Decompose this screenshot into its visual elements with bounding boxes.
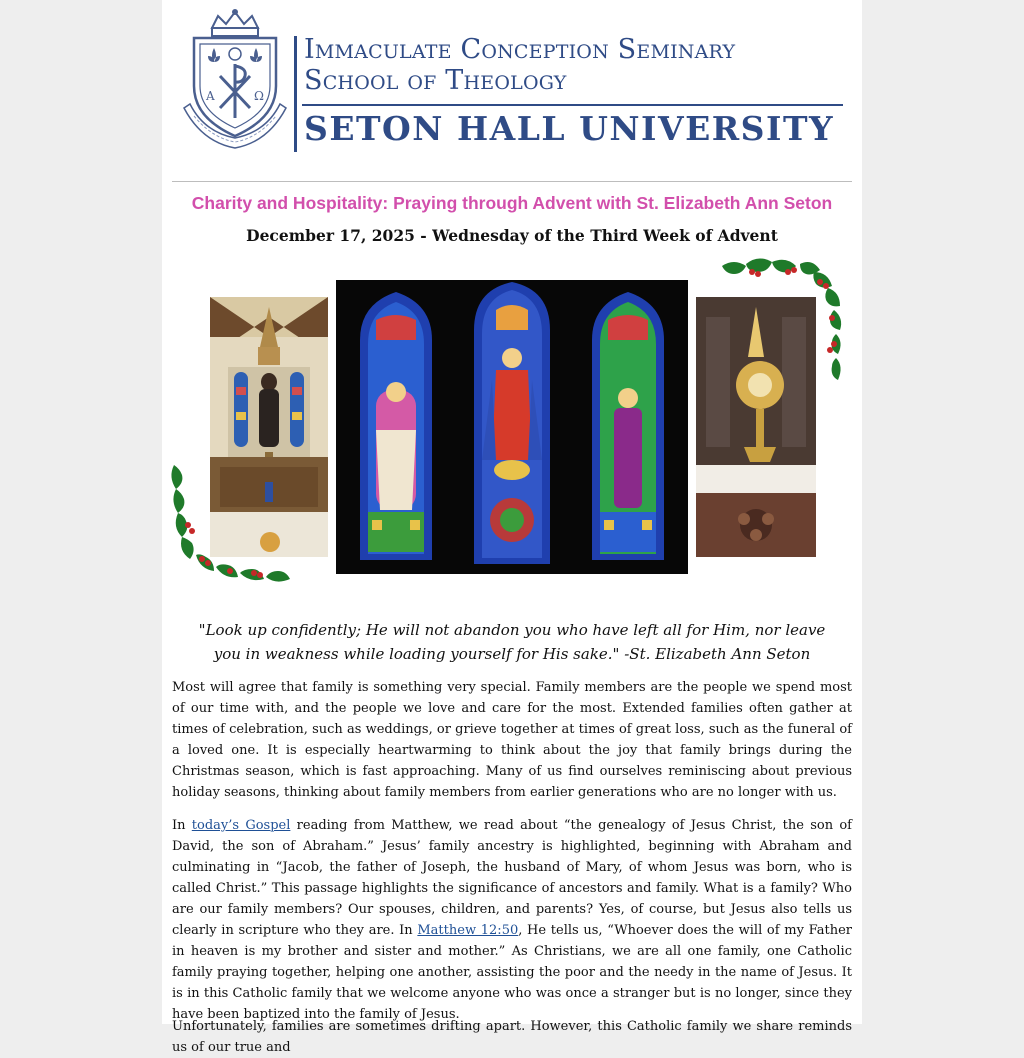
holly-decoration-icon bbox=[170, 463, 305, 598]
paragraph-gospel bbox=[172, 815, 852, 1025]
matthew-12-50-link[interactable]: Matthew 12:50 bbox=[417, 923, 519, 938]
holly-decoration-icon bbox=[722, 258, 857, 393]
gospel-text-b: reading from Matthew, we read about “the genealogy of Jesus Christ, the son of David, the son of Abraham.” Jesus’ family ancestry is highlighted, beginning with Abraham and culminating in “Jacob, the father of Joseph, the husband of Mary, of whom Jesus was born, who is called Christ.” This passage highlights the significance of ancestors and family. What is a family? Who are our family members? Our spouses, children, and parents? Yes, of course, but Jesus also tells us clearly in scripture who they are. In bbox=[172, 818, 852, 938]
svg-text:Ω: Ω bbox=[254, 89, 264, 103]
svg-text:A: A bbox=[206, 89, 215, 103]
logo-university-name: SETON HALL UNIVERSITY bbox=[304, 109, 835, 148]
logo-seminary-name: Immaculate Conception Seminary bbox=[304, 34, 736, 65]
gospel-text-c: , He tells us, “Whoever does the will of my Father in heaven is my brother and sister and mother.” As Christians, we are all one family, one Catholic family praying together, helping one another, assisting the poor and the needy in the name of Jesus. It is in this Catholic family that we welcome anyone who was once a stranger but is no longer, since they have been baptized into the family of Jesus. bbox=[172, 923, 852, 1022]
paragraph-family: Most will agree that family is something very special. Family members are the people we spend most of our time with, and the people we love and care for the most. Extended families often gather at times of celebration, such as weddings, or grieve together at times of great loss, such as the funeral of a loved one. It is especially heartwarming to think about the joy that family brings during the Christmas season, which is fast approaching. Many of us find ourselves reminiscing about previous holiday seasons, thinking about family members from earlier generations who are no longer with us. bbox=[172, 680, 852, 800]
crest-icon bbox=[182, 8, 288, 150]
logo-divider bbox=[294, 36, 297, 152]
reflection-date: December 17, 2025 - Wednesday of the Third Week of Advent bbox=[246, 226, 778, 245]
header-separator bbox=[172, 181, 852, 182]
seton-quote bbox=[192, 618, 832, 666]
todays-gospel-link[interactable]: today’s Gospel bbox=[191, 818, 291, 833]
gospel-text-a: In bbox=[172, 818, 192, 833]
seminary-logo[interactable] bbox=[182, 8, 846, 153]
newsletter-title: Charity and Hospitality: Praying through Advent with St. Elizabeth Ann Seton bbox=[191, 193, 833, 213]
stained-glass-windows-photo bbox=[336, 280, 688, 574]
stained-glass-collage bbox=[162, 258, 862, 603]
logo-rule bbox=[302, 104, 843, 106]
quote-line-2: you in weakness while loading yourself for His sake." -St. Elizabeth Ann Seton bbox=[213, 645, 811, 663]
logo-school-name: School of Theology bbox=[304, 65, 567, 96]
newsletter-page bbox=[162, 0, 862, 1055]
paragraph-drifting: Unfortunately, families are sometimes drifting apart. However, this Catholic family we share reminds us of our true and bbox=[172, 1019, 852, 1055]
quote-line-1: "Look up confidently; He will not abandon you who have left all for Him, nor leave bbox=[198, 621, 826, 639]
